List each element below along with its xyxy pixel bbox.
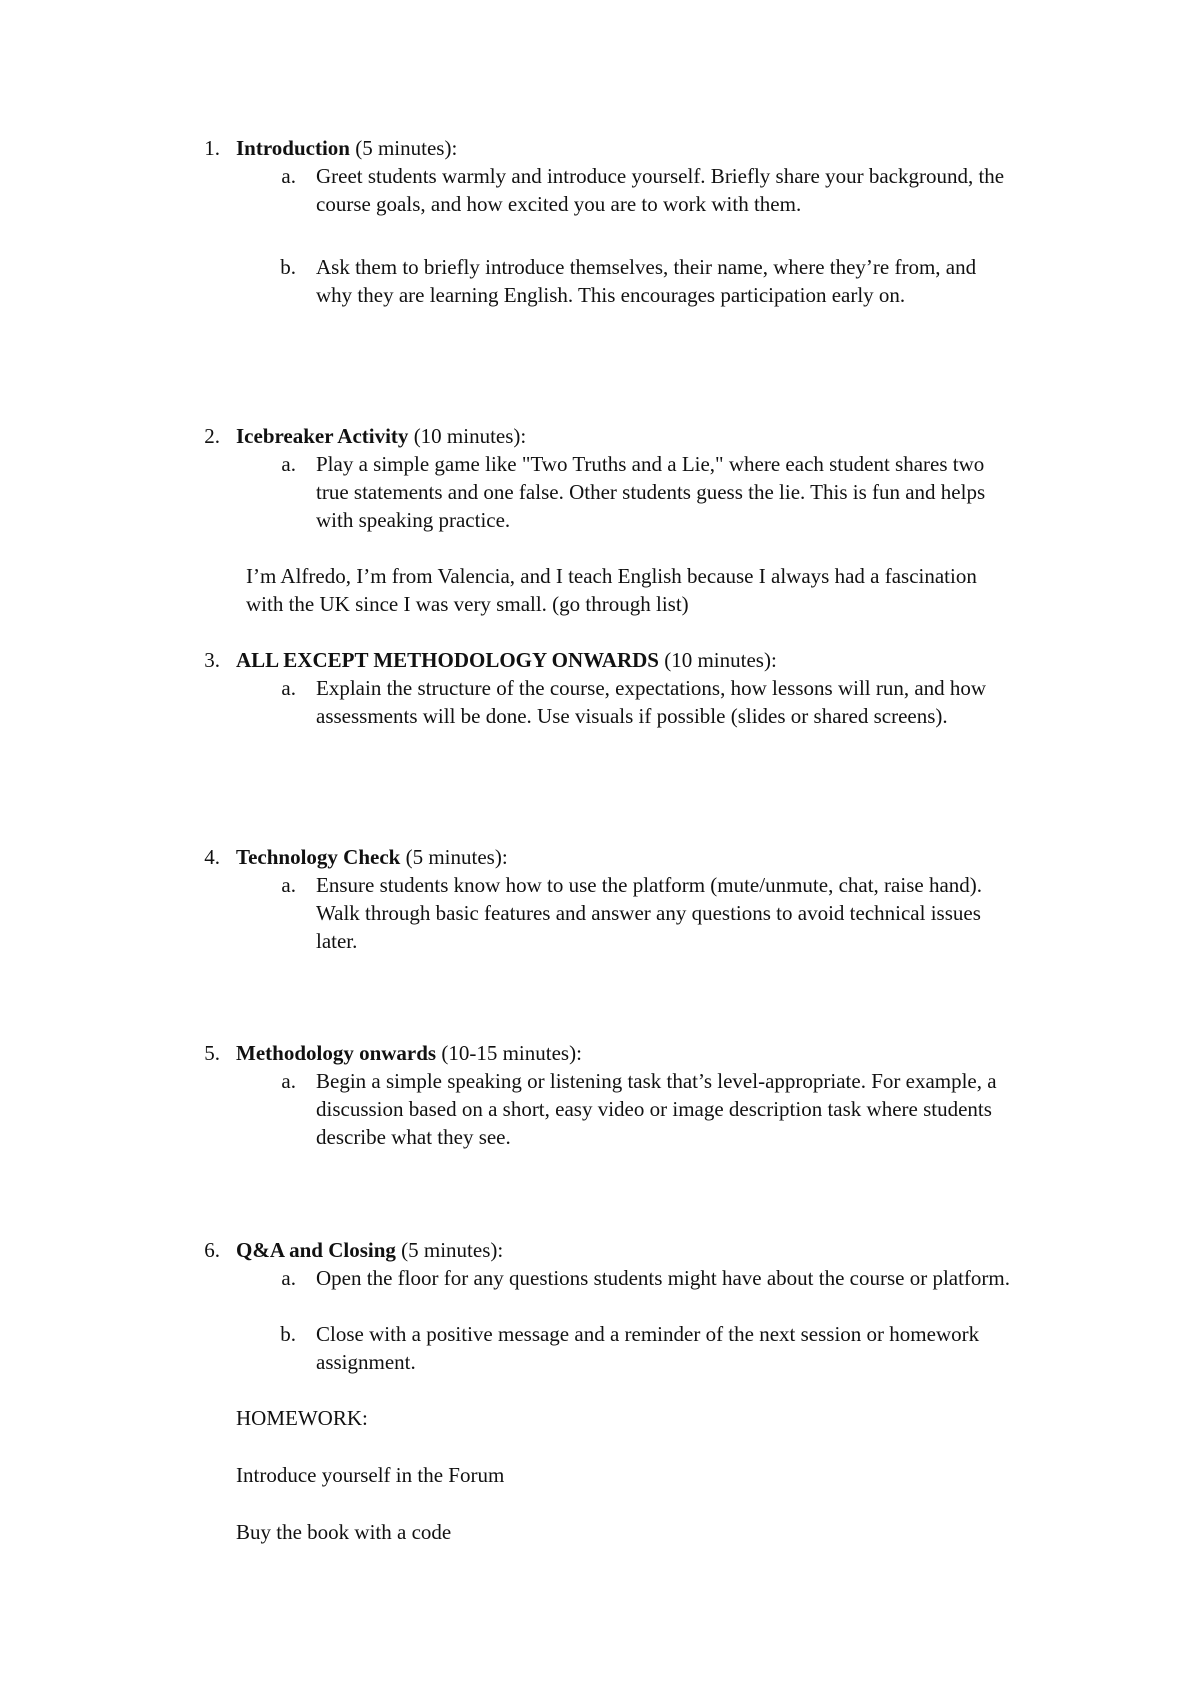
speaker-note: I’m Alfredo, I’m from Valencia, and I teach English because I always had a fascination with the UK since I was very small. (go through list) bbox=[246, 564, 977, 616]
section-duration: (5 minutes): bbox=[355, 136, 458, 160]
item-letter: a. bbox=[281, 452, 296, 476]
item-text: Open the floor for any questions students might have about the course or platform. bbox=[316, 1266, 1011, 1290]
section-heading bbox=[236, 134, 457, 162]
section-number: 2. bbox=[204, 424, 220, 448]
section-heading bbox=[236, 646, 777, 674]
item-letter: a. bbox=[281, 676, 296, 700]
item-text: Greet students warmly and introduce yourself. Briefly share your background, the course goals, and how excited you are to work with them. bbox=[316, 164, 1005, 216]
homework-item: Introduce yourself in the Forum bbox=[236, 1463, 505, 1487]
section-title: Icebreaker Activity bbox=[236, 424, 409, 448]
item-letter: a. bbox=[281, 1069, 296, 1093]
item-text: Explain the structure of the course, expectations, how lessons will run, and how assessments will be done. Use visuals if possible (slides or shared screens). bbox=[316, 676, 987, 728]
section-number: 3. bbox=[204, 648, 220, 672]
section-number: 1. bbox=[204, 136, 220, 160]
section-duration: (5 minutes): bbox=[405, 845, 508, 869]
section-number: 4. bbox=[204, 845, 220, 869]
section-heading bbox=[236, 422, 526, 450]
section-duration: (10-15 minutes): bbox=[441, 1041, 582, 1065]
item-text: Begin a simple speaking or listening task that’s level-appropriate. For example, a discussion based on a short, easy video or image description task where students describe what they see. bbox=[316, 1069, 997, 1149]
item-letter: a. bbox=[281, 1266, 296, 1290]
section-title: Methodology onwards bbox=[236, 1041, 437, 1065]
section-duration: (5 minutes): bbox=[401, 1238, 504, 1262]
item-text: Close with a positive message and a reminder of the next session or homework assignment. bbox=[316, 1322, 980, 1374]
section-number: 5. bbox=[204, 1041, 220, 1065]
item-text: Play a simple game like "Two Truths and a Lie," where each student shares two true statements and one false. Other students guess the lie. This is fun and helps with speaking practice. bbox=[316, 452, 986, 532]
homework-item: Buy the book with a code bbox=[236, 1520, 452, 1544]
section-number: 6. bbox=[204, 1238, 220, 1262]
item-letter: b. bbox=[280, 255, 296, 279]
section-title: Technology Check bbox=[236, 845, 401, 869]
section-heading bbox=[236, 1039, 582, 1067]
section-heading bbox=[236, 1236, 503, 1264]
homework-heading: HOMEWORK: bbox=[236, 1406, 368, 1430]
section-duration: (10 minutes): bbox=[413, 424, 527, 448]
section-duration: (10 minutes): bbox=[664, 648, 777, 672]
section-title: Q&A and Closing bbox=[236, 1238, 396, 1262]
item-letter: b. bbox=[280, 1322, 296, 1346]
item-text: Ask them to briefly introduce themselves, their name, where they’re from, and why they are learning English. This encourages participation early on. bbox=[316, 255, 977, 307]
item-text: Ensure students know how to use the platform (mute/unmute, chat, raise hand). Walk through basic features and answer any questions to avoid technical issues later. bbox=[316, 873, 983, 953]
section-title: Introduction bbox=[236, 136, 350, 160]
item-letter: a. bbox=[281, 164, 296, 188]
section-title: ALL EXCEPT METHODOLOGY ONWARDS bbox=[236, 648, 659, 672]
section-heading bbox=[236, 843, 508, 871]
item-letter: a. bbox=[281, 873, 296, 897]
